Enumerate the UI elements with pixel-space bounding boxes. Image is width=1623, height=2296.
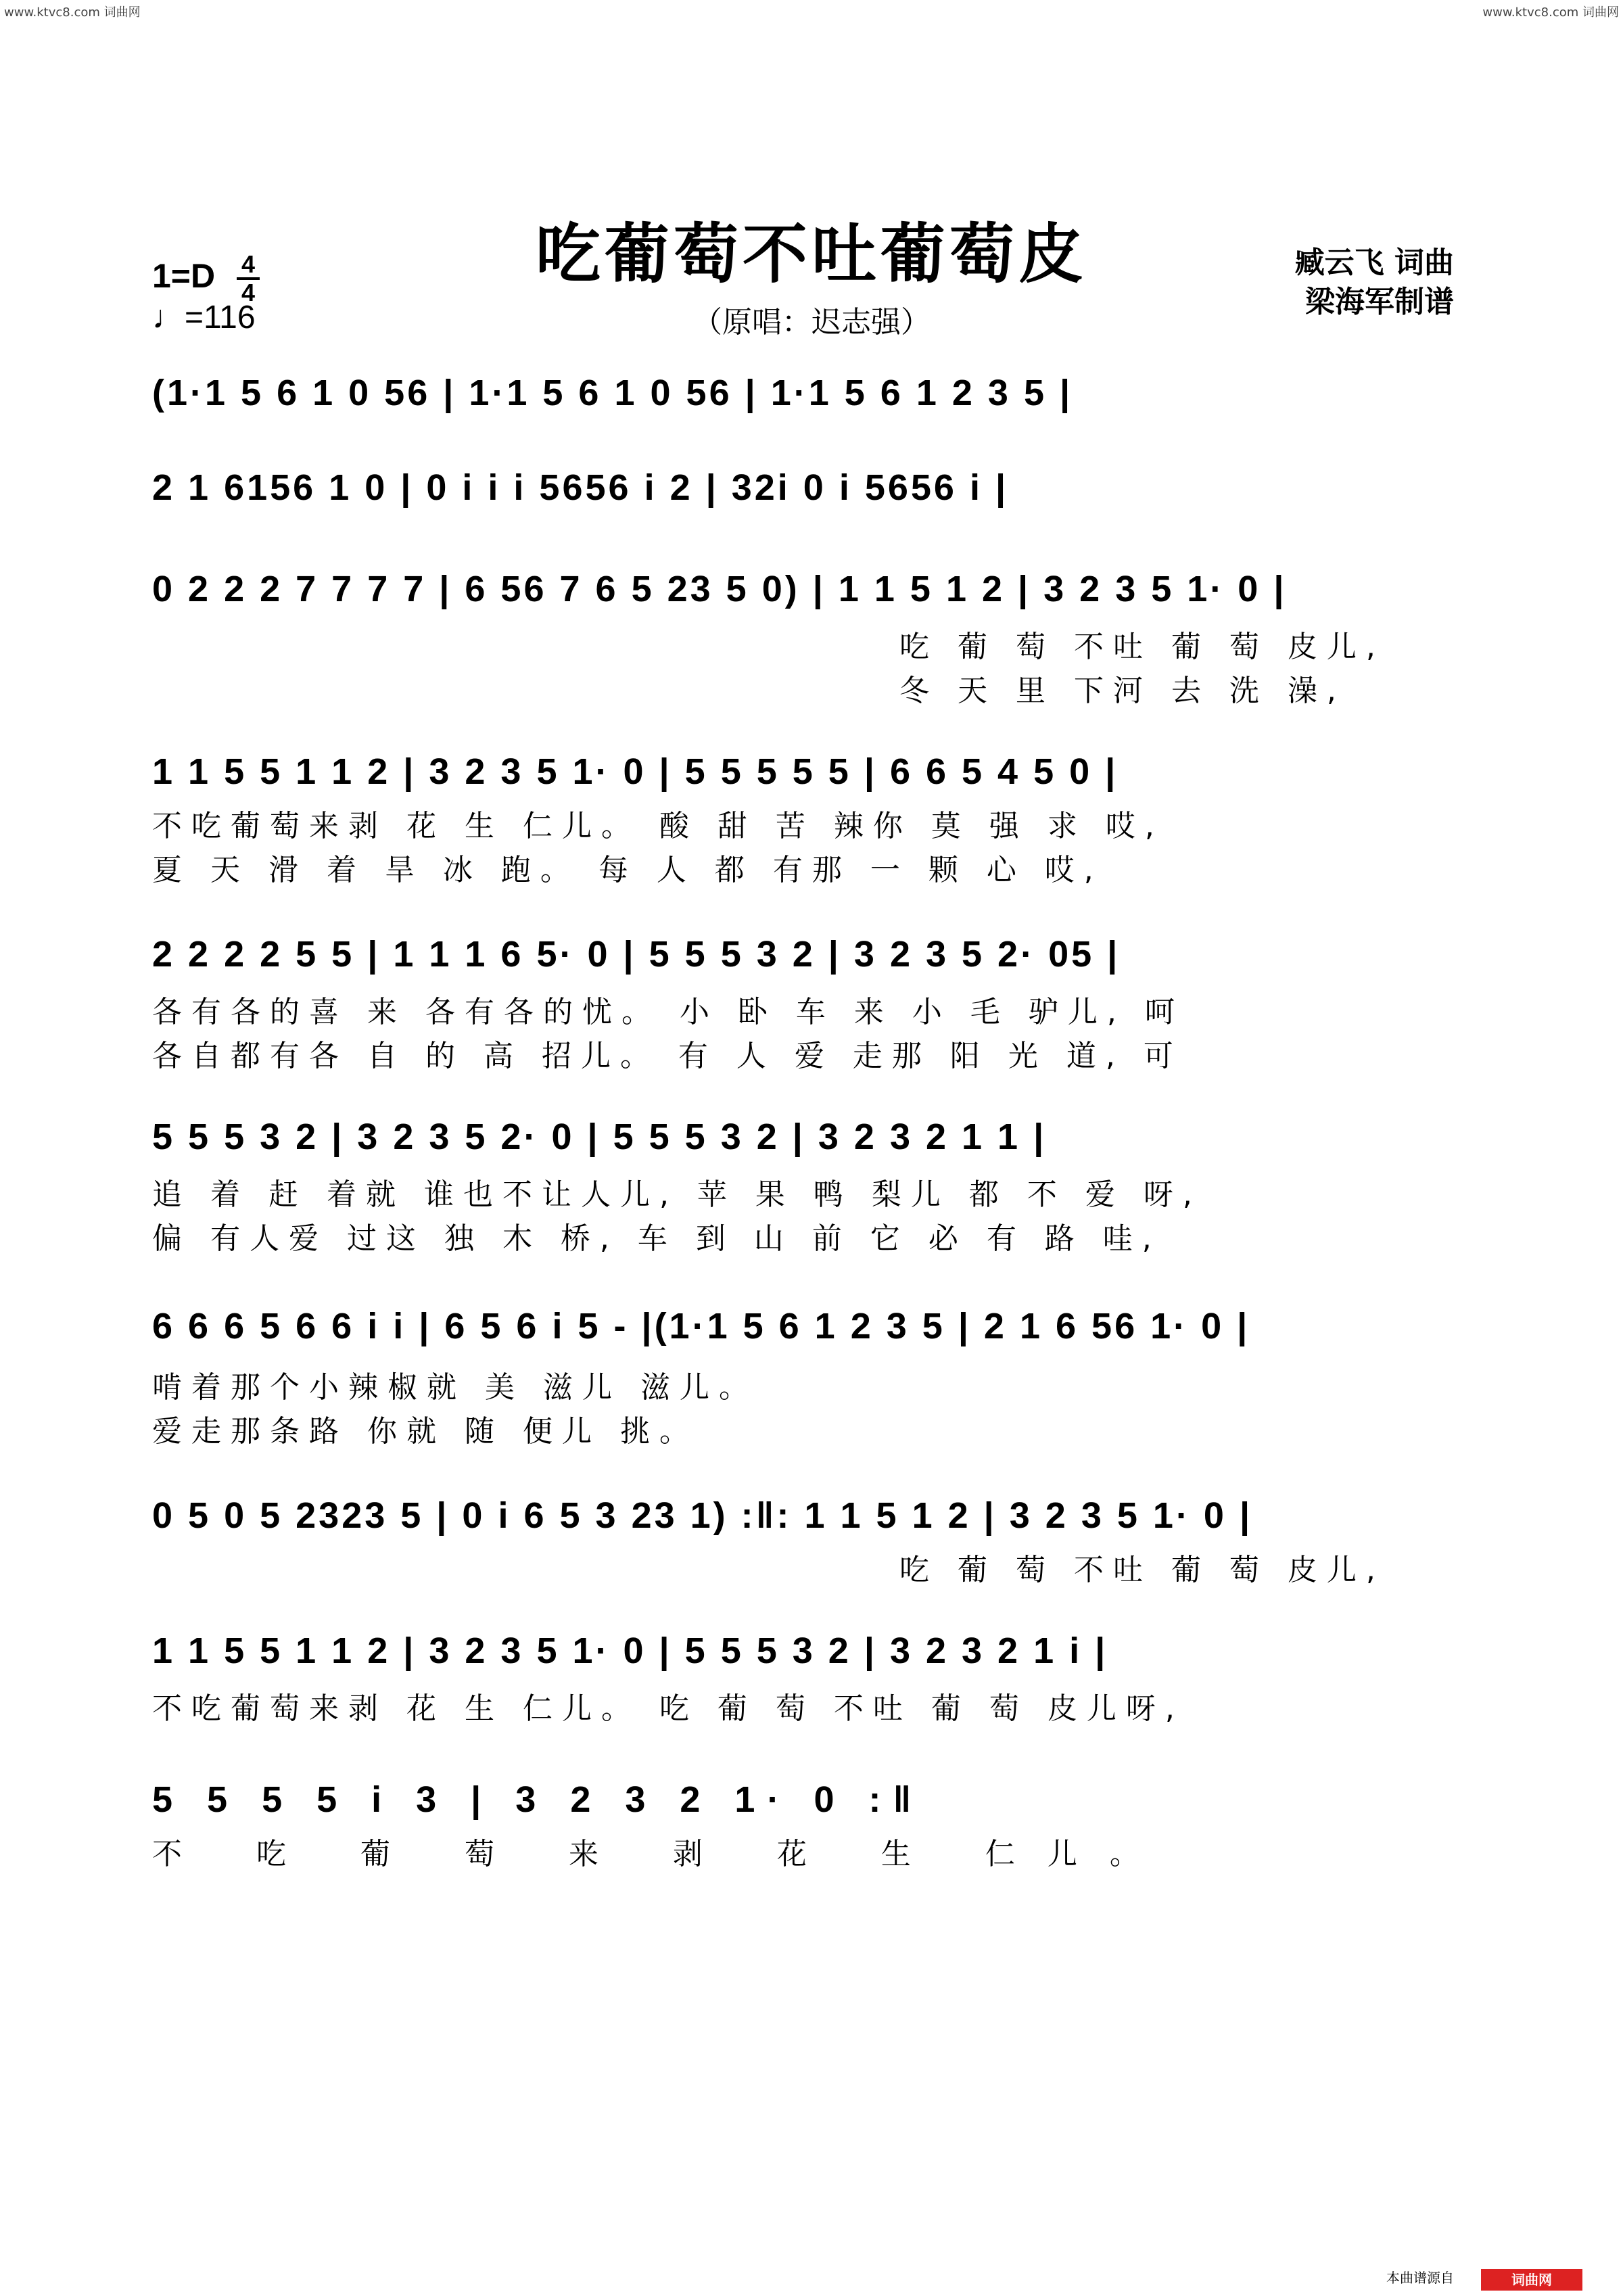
staff-line-5: 2 2 2 2 5 5 | 1 1 1 6 5· 0 | 5 5 5 3 2 | 3 2 3 5 2· 05 | xyxy=(152,934,1121,975)
key-signature xyxy=(152,252,260,306)
watermark-left: www.ktvc8.com 词曲网 xyxy=(4,5,141,20)
staff-line-2: 2 1 6156 1 0 | 0 i i i 5656 i 2 | 32i 0 i 5656 i | xyxy=(152,467,1009,508)
staff-line-10: 5 5 5 5 i 3 | 3 2 3 2 1· 0 :‖ xyxy=(152,1779,924,1820)
lyric-line-9a: 不吃葡萄来剥 花 生 仁儿。 吃 葡 萄 不吐 葡 萄 皮儿呀, xyxy=(152,1691,1184,1726)
meter-bottom: 4 xyxy=(241,279,256,306)
staff-line-8: 0 5 0 5 2323 5 | 0 i 6 5 3 23 1) :‖: 1 1 5 1 2 | 3 2 3 5 1· 0 | xyxy=(152,1495,1253,1536)
time-signature xyxy=(237,252,260,306)
lyric-line-7a: 啃着那个小辣椒就 美 滋儿 滋儿。 xyxy=(152,1370,758,1405)
footer-logo[interactable]: 词曲网 xyxy=(1481,2269,1582,2291)
staff-line-9: 1 1 5 5 1 1 2 | 3 2 3 5 1· 0 | 5 5 5 3 2 | 3 2 3 2 1 i | xyxy=(152,1631,1108,1671)
meter-top: 4 xyxy=(241,250,256,278)
watermark-right: www.ktvc8.com 词曲网 xyxy=(1482,5,1619,20)
tempo-marking: ♩=116 xyxy=(152,300,256,335)
lyric-line-5b: 各自都有各 自 的 高 招儿。 有 人 爱 走那 阳 光 道, 可 xyxy=(152,1039,1183,1073)
credit-lyrics-music: 臧云飞 词曲 xyxy=(1294,245,1454,280)
credit-score: 梁海军制谱 xyxy=(1305,285,1454,319)
lyric-line-3a: 吃 葡 萄 不吐 葡 萄 皮儿, xyxy=(899,630,1385,664)
staff-line-1: (1·1 5 6 1 0 56 | 1·1 5 6 1 0 56 | 1·1 5 6 1 2 3 5 | xyxy=(152,373,1073,413)
footer-source: 本曲谱源自 xyxy=(1386,2270,1454,2286)
original-singer: （原唱：迟志强） xyxy=(692,305,931,339)
lyric-line-8a: 吃 葡 萄 不吐 葡 萄 皮儿, xyxy=(899,1553,1385,1587)
lyric-line-10a: 不 吃 葡 萄 来 剥 花 生 仁儿。 xyxy=(152,1837,1172,1871)
staff-line-3: 0 2 2 2 7 7 7 7 | 6 56 7 6 5 23 5 0) | 1 1 5 1 2 | 3 2 3 5 1· 0 | xyxy=(152,569,1287,609)
page-title: 吃葡萄不吐葡萄皮 xyxy=(536,216,1087,292)
key-text: 1=D xyxy=(152,257,216,296)
lyric-line-6b: 偏 有人爱 过这 独 木 桥, 车 到 山 前 它 必 有 路 哇, xyxy=(152,1221,1161,1256)
lyric-line-5a: 各有各的喜 来 各有各的忧。 小 卧 车 来 小 毛 驴儿, 呵 xyxy=(152,995,1184,1029)
staff-line-6: 5 5 5 3 2 | 3 2 3 5 2· 0 | 5 5 5 3 2 | 3 2 3 2 1 1 | xyxy=(152,1117,1047,1157)
lyric-line-4a: 不吃葡萄来剥 花 生 仁儿。 酸 甜 苦 辣你 莫 强 求 哎, xyxy=(152,809,1164,843)
lyric-line-7b: 爱走那条路 你就 随 便儿 挑。 xyxy=(152,1414,699,1449)
lyric-line-4b: 夏 天 滑 着 旱 冰 跑。 每 人 都 有那 一 颗 心 哎, xyxy=(152,853,1103,887)
staff-line-7: 6 6 6 5 6 6 i i | 6 5 6 i 5 - |(1·1 5 6 1 2 3 5 | 2 1 6 56 1· 0 | xyxy=(152,1306,1250,1346)
lyric-line-6a: 追 着 赶 着就 谁也不让人儿, 苹 果 鸭 梨儿 都 不 爱 呀, xyxy=(152,1177,1202,1212)
staff-line-4: 1 1 5 5 1 1 2 | 3 2 3 5 1· 0 | 5 5 5 5 5 | 6 6 5 4 5 0 | xyxy=(152,751,1119,792)
lyric-line-3b: 冬 天 里 下河 去 洗 澡, xyxy=(899,674,1346,708)
